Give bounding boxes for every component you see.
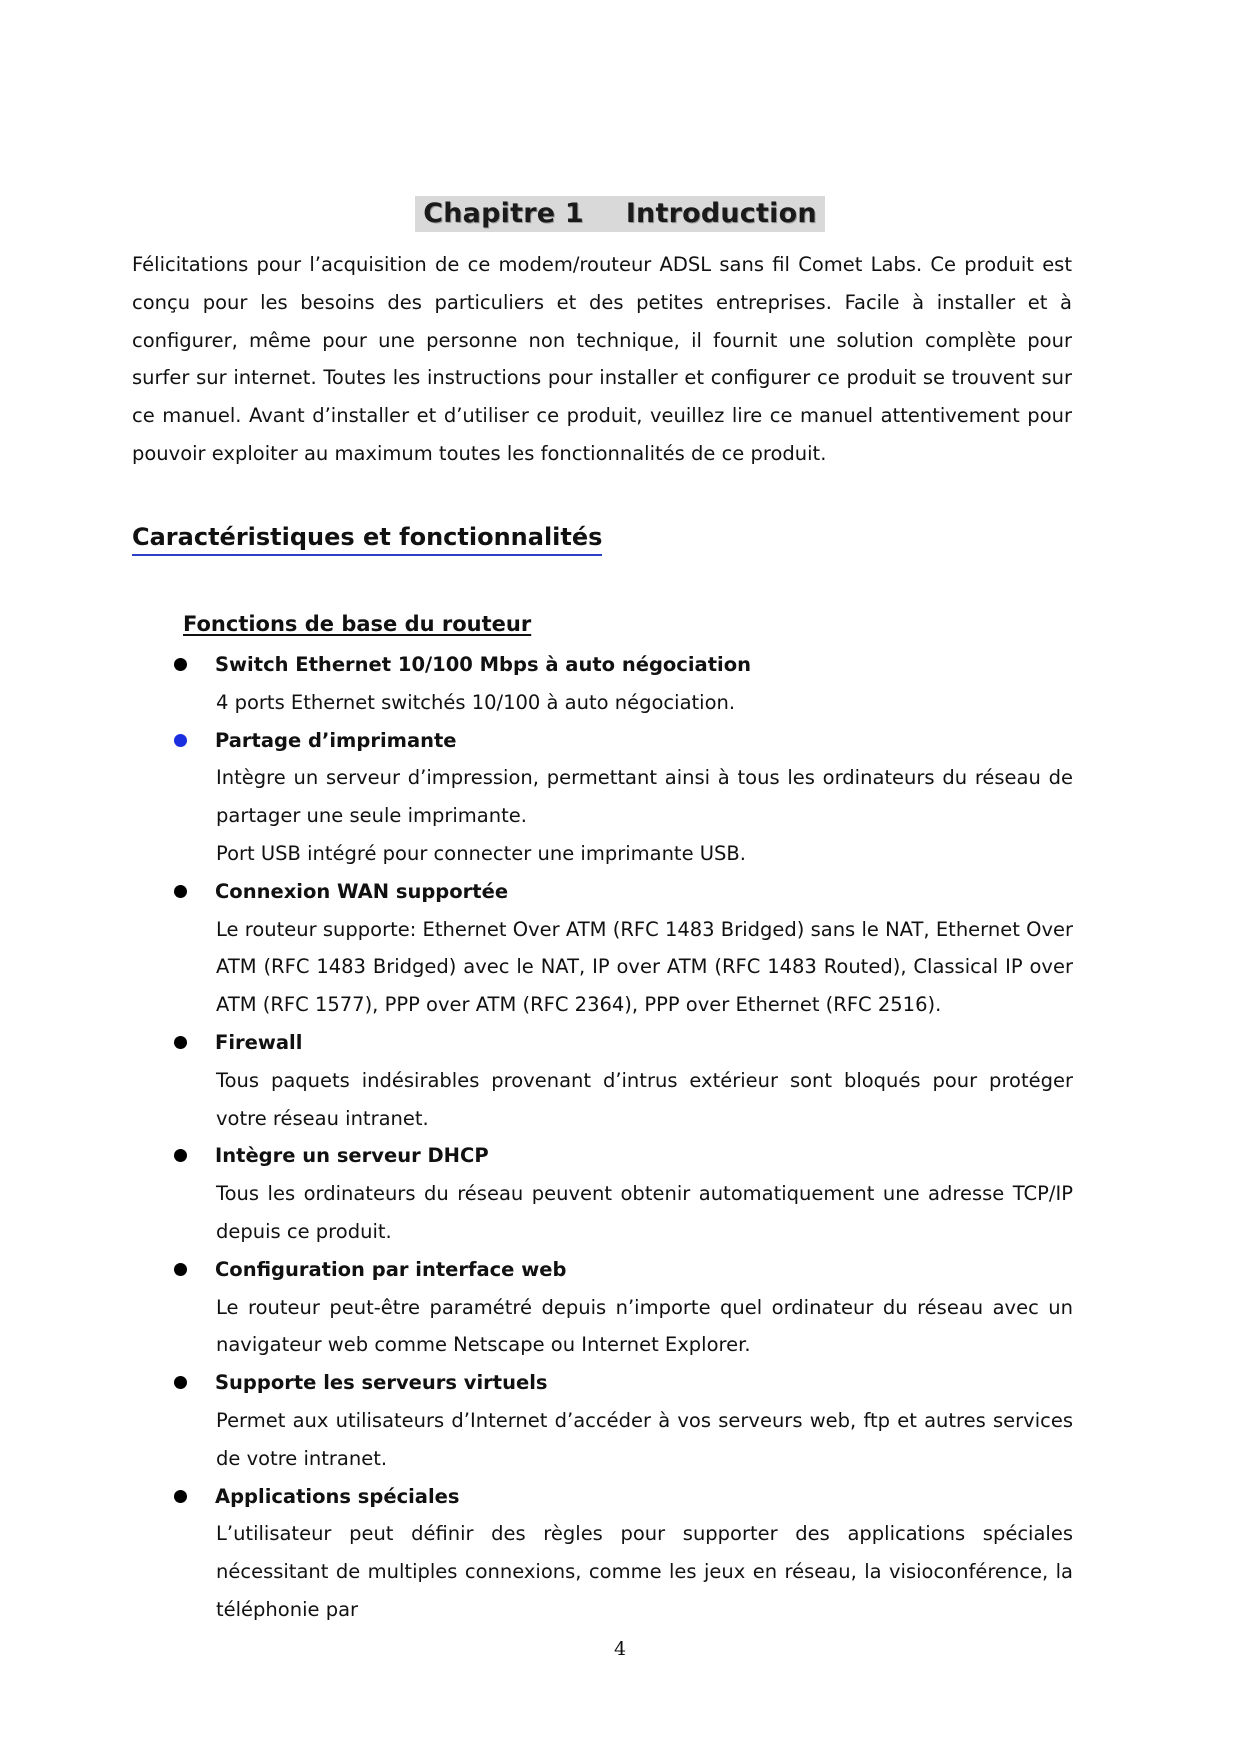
chapter-name: Introduction — [622, 196, 821, 232]
section-heading: Caractéristiques et fonctionnalités — [132, 520, 602, 556]
feature-description-extra: Port USB intégré pour connecter une imprimante USB. — [216, 841, 747, 865]
feature-item-dhcp-server — [0, 1137, 1240, 1250]
feature-title: Connexion WAN supportée — [215, 879, 509, 903]
feature-title: Applications spéciales — [215, 1484, 460, 1508]
bullet-icon — [174, 1149, 187, 1162]
feature-item-virtual-servers — [0, 1364, 1240, 1477]
feature-item-special-applications — [0, 1478, 1240, 1629]
feature-description: Tous les ordinateurs du réseau peuvent obtenir automatiquement une adresse TCP/IP depuis ce produit. — [216, 1182, 1073, 1243]
feature-description: Le routeur supporte: Ethernet Over ATM (RFC 1483 Bridged) sans le NAT, Ethernet Over ATM (RFC 1483 Bridged) avec le NAT, IP over ATM (RFC 1483 Routed), Classical IP over ATM (RFC 1577), PPP over ATM (RFC 2364), PPP over Ethernet (RFC 2516). — [216, 917, 1073, 1017]
intro-paragraph: Félicitations pour l’acquisition de ce modem/routeur ADSL sans fil Comet Labs. Ce produit est conçu pour les besoins des particuliers et des petites entreprises. Facile à installer et à configurer, même pour une personne non technique, il fournit une solution complète pour surfer sur internet. Toutes les instructions pour installer et configurer ce produit se trouvent sur ce manuel. Avant d’installer et d’utiliser ce produit, veuillez lire ce manuel attentivement pour pouvoir exploiter au maximum toutes les fonctionnalités de ce produit. — [132, 253, 1072, 465]
feature-description: Intègre un serveur d’impression, permettant ainsi à tous les ordinateurs du réseau de partager une seule imprimante. — [216, 766, 1073, 828]
feature-item-firewall — [0, 1024, 1240, 1137]
feature-title: Intègre un serveur DHCP — [215, 1144, 489, 1168]
subsection-heading: Fonctions de base du routeur — [183, 612, 532, 636]
feature-list — [0, 646, 1240, 1629]
chapter-label: Chapitre 1 — [419, 196, 588, 232]
page-number: 4 — [613, 1638, 627, 1660]
bullet-icon — [174, 1490, 187, 1503]
feature-title: Switch Ethernet 10/100 Mbps à auto négociation — [215, 653, 751, 676]
bullet-icon — [174, 1263, 187, 1276]
feature-item-printer-sharing — [0, 722, 1240, 873]
feature-title: Supporte les serveurs virtuels — [215, 1371, 548, 1395]
feature-item-wan-connection — [0, 873, 1240, 1024]
bullet-icon — [174, 1376, 187, 1389]
feature-title: Configuration par interface web — [215, 1257, 567, 1281]
feature-description: Tous paquets indésirables provenant d’intrus extérieur sont bloqués pour protéger votre réseau intranet. — [216, 1068, 1073, 1130]
feature-title: Firewall — [215, 1030, 303, 1054]
feature-title: Partage d’imprimante — [215, 728, 457, 752]
feature-item-web-configuration — [0, 1251, 1240, 1364]
bullet-icon — [174, 1036, 187, 1049]
bullet-icon — [174, 734, 187, 747]
chapter-title-highlight — [415, 196, 825, 232]
chapter-title — [0, 192, 1240, 232]
feature-description: Permet aux utilisateurs d’Internet d’accéder à vos serveurs web, ftp et autres services de votre intranet. — [216, 1408, 1073, 1470]
feature-description: L’utilisateur peut définir des règles pour supporter des applications spéciales nécessitant de multiples connexions, comme les jeux en réseau, la visioconférence, la téléphonie par — [216, 1522, 1073, 1621]
bullet-icon — [174, 658, 187, 671]
feature-description: Le routeur peut-être paramétré depuis n’importe quel ordinateur du réseau avec un navigateur web comme Netscape ou Internet Explorer. — [216, 1295, 1073, 1357]
bullet-icon — [174, 885, 187, 898]
feature-description: 4 ports Ethernet switchés 10/100 à auto négociation. — [216, 690, 736, 714]
feature-item-ethernet-switch — [0, 646, 1240, 722]
